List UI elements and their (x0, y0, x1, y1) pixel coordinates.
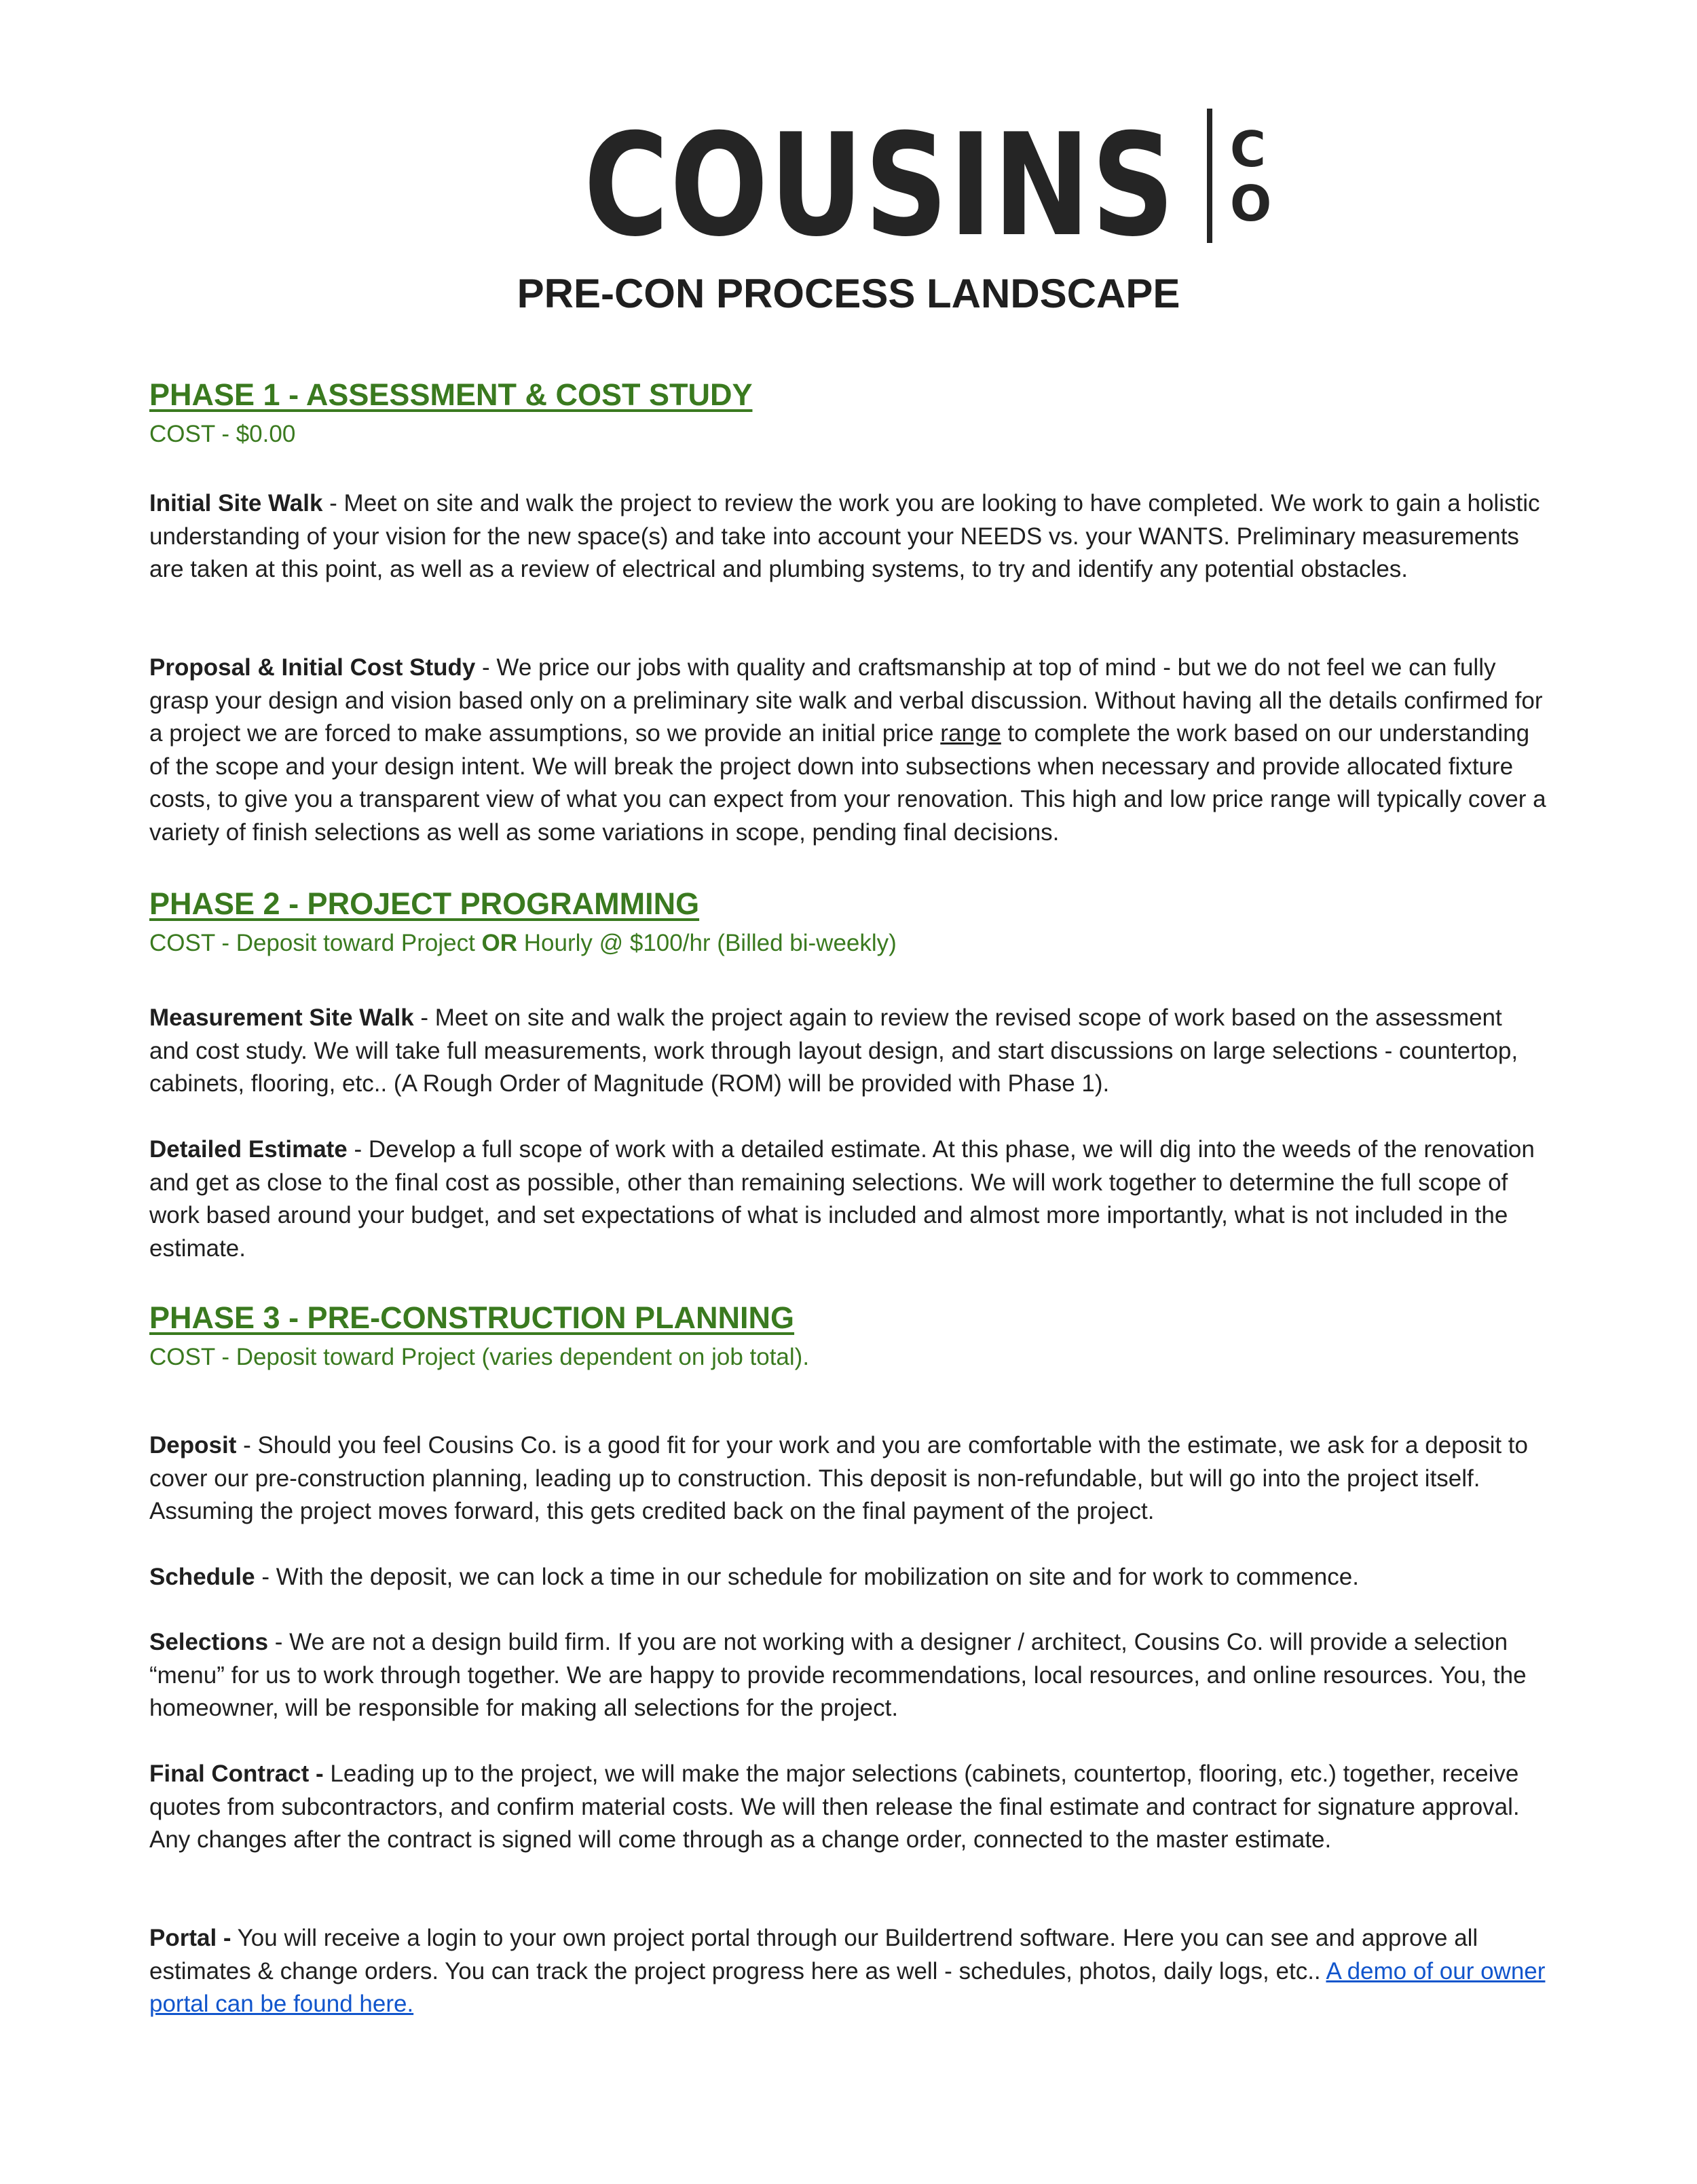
paragraph-term: Portal - (149, 1925, 231, 1951)
schedule-paragraph (149, 1561, 1548, 1594)
paragraph-text: - We price our jobs with quality and craftsmanship at top of mind - but we do not feel we can fully grasp your design and vision based only on a preliminary site walk and verbal discussion. Without having all the details confirmed for a project we are forced to make assumptions, so we provide an initial price (149, 654, 1543, 747)
paragraph-term: Detailed Estimate (149, 1136, 348, 1163)
final-contract-paragraph (149, 1758, 1548, 1857)
owner-portal-demo-link[interactable]: A demo of our owner portal can be found here. (149, 1957, 1546, 2017)
proposal-paragraph (149, 652, 1548, 849)
paragraph-term: Measurement Site Walk (149, 1004, 414, 1031)
paragraph-text: to complete the work based on our understanding of the scope and your design intent. We will break the project down into subsections when necessary and provide allocated fixture costs, to give you a transparent view of what you can expect from your renovation. This high and low price range will typically cover a variety of finish selections as well as some variations in scope, pending final decisions. (149, 720, 1546, 846)
paragraph-term: Final Contract - (149, 1761, 324, 1787)
paragraph-text: - Meet on site and walk the project to review the work you are looking to have completed. We work to gain a holistic understanding of your vision for the new space(s) and take into account your NEEDS vs. your WANTS. Preliminary measurements are taken at this point, as well as a review of electrical and plumbing systems, to try and identify any potential obstacles. (149, 490, 1540, 582)
measurement-site-walk-paragraph (149, 1002, 1548, 1101)
paragraph-text: - Should you feel Cousins Co. is a good fit for your work and you are comfortable with the estimate, we ask for a deposit to cover our pre-construction planning, leading up to construction. This deposit is non-refundable, but will go into the project itself. Assuming the project moves forward, this gets credited back on the final payment of the project. (149, 1432, 1528, 1524)
paragraph-text: - With the deposit, we can lock a time in our schedule for mobilization on site and for work to commence. (255, 1564, 1359, 1590)
cost-or: OR (481, 930, 518, 956)
logo-divider (1207, 109, 1212, 243)
paragraph-text: Leading up to the project, we will make the major selections (cabinets, countertop, flooring, etc.) together, receive quotes from subcontractors, and confirm material costs. We will then release the final estimate and contract for signature approval. Any changes after the contract is signed will come through as a change order, connected to the master estimate. (149, 1761, 1520, 1853)
paragraph-term: Schedule (149, 1564, 255, 1590)
paragraph-text: - We are not a design build firm. If you are not working with a designer / architect, Cousins Co. will provide a selection “menu” for us to work through together. We are happy to provide recommendations, local resources, and online resources. You, the homeowner, will be responsible for making all selections for the project. (149, 1629, 1527, 1721)
paragraph-term: Initial Site Walk (149, 490, 323, 516)
portal-paragraph (149, 1922, 1548, 2021)
phase-3-cost: COST - Deposit toward Project (varies dependent on job total). (149, 1344, 810, 1370)
paragraph-text: - Meet on site and walk the project again to review the revised scope of work based on the assessment and cost study. We will take full measurements, work through layout design, and start discussions on large selections - countertop, cabinets, flooring, etc.. (A Rough Order of Magnitude (ROM) will be provided with Phase 1). (149, 1004, 1518, 1097)
paragraph-term: Selections (149, 1629, 269, 1655)
detailed-estimate-paragraph (149, 1133, 1548, 1265)
paragraph-term: Deposit (149, 1432, 237, 1458)
cost-text: Hourly @ $100/hr (Billed bi-weekly) (517, 930, 897, 956)
cost-text: COST - Deposit toward Project (149, 930, 482, 956)
initial-site-walk-paragraph (149, 487, 1548, 586)
logo-co-mark (1230, 121, 1272, 232)
cousins-co-logo (584, 104, 1272, 268)
phase-2-heading: PHASE 2 - PROJECT PROGRAMMING (149, 886, 700, 921)
underlined-range: range (940, 720, 1001, 747)
deposit-paragraph (149, 1429, 1548, 1528)
selections-paragraph (149, 1626, 1548, 1725)
page-title: PRE-CON PROCESS LANDSCAPE (517, 271, 1180, 316)
logo-wordmark: COUSINS (584, 104, 1176, 268)
paragraph-text: - Develop a full scope of work with a detailed estimate. At this phase, we will dig into the weeds of the renovation and get as close to the final cost as possible, other than remaining selections. We will work together to determine the full scope of work based around your budget, and set expectations of what is included and almost more importantly, what is not included in the estimate. (149, 1136, 1535, 1262)
paragraph-term: Proposal & Initial Cost Study (149, 654, 476, 681)
logo-letter-o: O (1230, 175, 1272, 232)
phase-1-cost: COST - $0.00 (149, 421, 296, 447)
paragraph-text: You will receive a login to your own project portal through our Buildertrend software. Here you can see and approve all estimates & change orders. You can track the project progress here as well - schedules, photos, daily logs, etc.. (149, 1925, 1478, 1984)
logo-letter-c: C (1230, 121, 1266, 178)
phase-1-heading: PHASE 1 - ASSESSMENT & COST STUDY (149, 377, 753, 412)
phase-3-heading: PHASE 3 - PRE-CONSTRUCTION PLANNING (149, 1300, 795, 1335)
phase-2-cost (149, 930, 897, 957)
